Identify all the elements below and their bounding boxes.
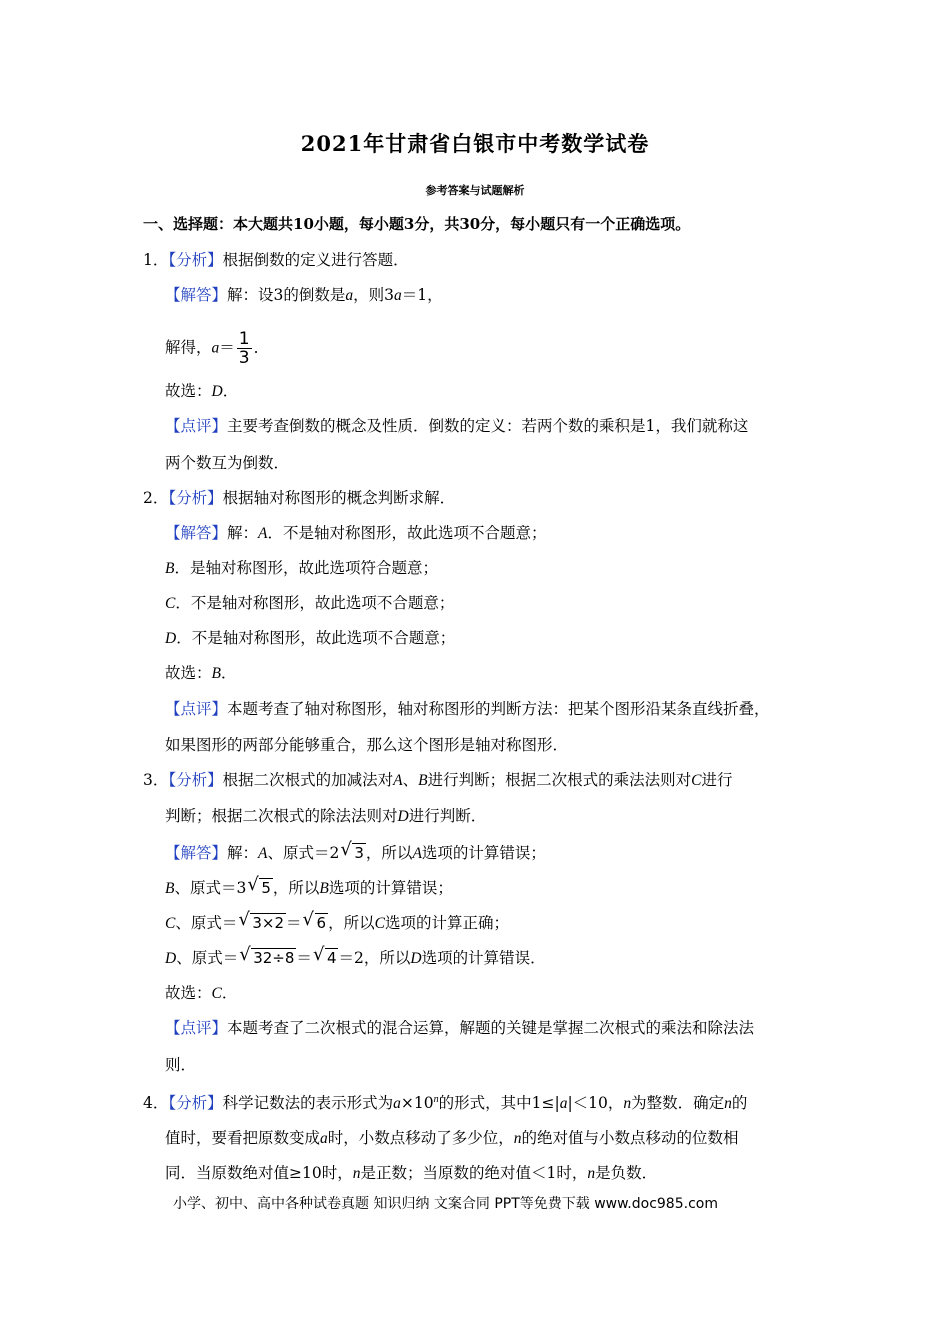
q1-choose-text: 故选： — [165, 382, 212, 400]
q3-answer-d-line — [165, 944, 546, 969]
q2-choose-var: B — [211, 665, 221, 682]
sqrt-arg: 4 — [326, 949, 337, 967]
q1-answer-text: 解：设3的倒数是 — [227, 286, 346, 304]
q3-b-expr: 、原式＝3 — [174, 879, 247, 897]
q4-times-ten: ×10 — [400, 1094, 434, 1113]
q2-var-a: A — [258, 525, 268, 542]
q3-c-text-b: ，所以 — [328, 914, 375, 932]
q3-c-eq: ＝ — [286, 914, 302, 932]
q4-exponent-n: n — [433, 1094, 439, 1105]
q4-var-n3: n — [513, 1130, 522, 1147]
q3-choose-text: 故选： — [165, 984, 212, 1002]
q3-d-text-b: ＝2，所以 — [338, 949, 411, 967]
q2-choose-line — [165, 663, 237, 684]
sqrt-arg: 32÷8 — [253, 949, 295, 967]
q1-comment-tag: 【点评】 — [165, 417, 228, 435]
q1-solve-end: ． — [253, 338, 270, 357]
q4-text-2b: 时，小数点移动了多少位， — [327, 1129, 514, 1147]
q1-analysis-tag: 【分析】 — [168, 251, 223, 269]
q3-var-b2: B — [319, 880, 329, 897]
q1-var: a — [345, 287, 354, 304]
q2-comment-tag: 【点评】 — [165, 700, 228, 718]
q4-text-e: 为整数．确定 — [631, 1094, 725, 1113]
q3-answer-text: 解： — [227, 844, 259, 862]
q1-choose-end: ． — [222, 382, 239, 400]
q2-choose-end: ． — [220, 664, 237, 682]
q3-comment-line — [165, 1018, 754, 1038]
q1-var2: a — [394, 287, 402, 304]
q3-a-text-c: ，所以 — [365, 844, 413, 862]
sqrt-arg: 6 — [316, 914, 327, 932]
q3-analysis-text-2b: 进行判断． — [408, 807, 487, 825]
q3-d-expr: 、原式＝ — [176, 949, 239, 967]
q3-var-d: D — [165, 950, 177, 967]
q1-solve-line — [165, 330, 269, 367]
q4-var-n5: n — [587, 1165, 596, 1182]
q3-comment-text: 本题考查了二次根式的混合运算，解题的关键是掌握二次根式的乘法和除法法 — [227, 1019, 755, 1037]
q3-d-eq: ＝ — [296, 949, 312, 967]
sqrt-6: √ 6 — [302, 909, 327, 932]
q3-comment-tag: 【点评】 — [165, 1019, 228, 1037]
q1-solve-eq: ＝ — [219, 338, 235, 357]
q1-fraction — [237, 330, 252, 367]
q2-answer-line — [165, 523, 547, 544]
q2-var-d: D — [165, 630, 177, 647]
q3-an-var-d: D — [397, 808, 409, 825]
q4-var-n: n — [623, 1095, 632, 1113]
sqrt-32div8: √ 32÷8 — [239, 944, 295, 967]
q3-var-c: C — [165, 915, 176, 932]
sqrt-4: √ 4 — [312, 944, 337, 967]
q2-comment-text-2: 如果图形的两部分能够重合，那么这个图形是轴对称图形． — [165, 736, 569, 754]
q4-analysis-tag: 【分析】 — [168, 1094, 223, 1113]
q2-comment-text: 本题考查了轴对称图形，轴对称图形的判断方法：把某个图形沿某条直线折叠， — [227, 700, 770, 718]
q2-option-c-line — [165, 593, 454, 614]
q4-text-c: 的形式，其中1≤| — [438, 1094, 560, 1113]
q3-b-text-b: ，所以 — [272, 879, 320, 897]
q2-answer-tag: 【解答】 — [165, 524, 228, 542]
sqrt-arg: 3×2 — [252, 914, 285, 932]
sqrt-3x2: √ 3×2 — [238, 909, 285, 932]
q2-comment-line — [165, 699, 770, 719]
q1-analysis-line — [143, 250, 409, 270]
q3-analysis-text-c: 进行判断；根据二次根式的乘法法则对 — [427, 771, 692, 789]
sqrt-3: √ 3 — [340, 839, 364, 862]
q3-var-c2: C — [374, 915, 385, 932]
q2-option-b-line — [165, 558, 438, 579]
q3-an-var-b: B — [418, 772, 428, 789]
q4-text-f: 的 — [731, 1094, 748, 1113]
sqrt-5: √ 5 — [247, 874, 271, 897]
q3-c-expr: 、原式＝ — [175, 914, 238, 932]
q3-an-var-a: A — [393, 772, 403, 789]
q2-answer-text: 解： — [227, 524, 259, 542]
q3-var-a: A — [258, 845, 268, 862]
q4-var-a2: a — [559, 1095, 568, 1113]
q3-choose-line — [165, 983, 237, 1004]
q4-var-a3: a — [320, 1130, 328, 1147]
fraction-numerator: 1 — [238, 329, 250, 349]
document-title: 2021年甘肃省白银市中考数学试卷 — [300, 131, 650, 156]
q4-text: 科学记数法的表示形式为 — [222, 1094, 394, 1113]
q2-analysis-text: 根据轴对称图形的概念判断求解． — [222, 489, 456, 507]
q4-text-2c: 的绝对值与小数点移动的位数相 — [521, 1129, 739, 1147]
q1-answer-text-b: ，则3 — [353, 286, 395, 304]
q3-answer-a-line — [165, 839, 546, 864]
q3-var-a2: A — [412, 845, 422, 862]
q2-analysis-line — [143, 488, 455, 508]
q1-comment-line — [165, 416, 748, 436]
q2-choose-text: 故选： — [165, 664, 212, 682]
q1-comment-text-2: 两个数互为倒数． — [165, 454, 290, 472]
q3-analysis-tag: 【分析】 — [168, 771, 223, 789]
q1-solve-text: 解得， — [165, 338, 212, 357]
q1-answer-text-c: ＝1， — [401, 286, 443, 304]
q2-option-d-line — [165, 628, 455, 649]
footer-watermark-text: 小学、初中、高中各种试卷真题 知识归纳 文案合同 PPT等免费下载 www.doc985.com — [173, 1196, 718, 1212]
q4-var-n2: n — [724, 1095, 732, 1113]
q3-analysis-line-2 — [165, 806, 486, 827]
q3-analysis-line — [143, 770, 732, 791]
q2-number: 2． — [143, 489, 169, 507]
q3-number: 3． — [143, 771, 169, 789]
q4-text-3b: 是正数；当原数的绝对值＜1时， — [360, 1164, 588, 1182]
q2-analysis-tag: 【分析】 — [168, 489, 223, 507]
q1-answer-line — [165, 285, 443, 306]
q1-number: 1． — [143, 251, 169, 269]
q4-analysis-line-3 — [165, 1163, 657, 1184]
q3-choose-var: C — [211, 985, 222, 1002]
q2-answer-text-b: ．不是轴对称图形，故此选项不合题意； — [267, 524, 547, 542]
q3-a-text-d: 选项的计算错误； — [421, 844, 546, 862]
q3-answer-tag: 【解答】 — [165, 844, 228, 862]
q3-comment-text-2: 则． — [165, 1056, 197, 1074]
sqrt-arg: 3 — [354, 844, 364, 862]
q3-b-text-c: 选项的计算错误； — [328, 879, 453, 897]
sqrt-arg: 5 — [261, 879, 271, 897]
q2-option-b-text: ．是轴对称图形，故此选项符合题意； — [174, 559, 438, 577]
q4-text-3: 同．当原数绝对值≥10时， — [165, 1164, 353, 1182]
q4-text-d: |＜10， — [567, 1094, 624, 1113]
q3-c-text-c: 选项的计算正确； — [384, 914, 509, 932]
q1-answer-tag: 【解答】 — [165, 286, 228, 304]
q1-choose-line — [165, 381, 238, 402]
q4-number: 4． — [143, 1094, 169, 1113]
q3-analysis-sep: 、 — [402, 771, 419, 789]
q1-solve-var: a — [211, 339, 220, 357]
q2-comment-line-2 — [165, 735, 568, 755]
q3-analysis-text-2: 判断；根据二次根式的除法法则对 — [165, 807, 398, 825]
q4-analysis-line — [143, 1090, 747, 1114]
q3-a-expr: 、原式＝2 — [267, 844, 340, 862]
q4-text-3c: 是负数． — [595, 1164, 658, 1182]
q3-analysis-text: 根据二次根式的加减法对 — [222, 771, 394, 789]
q2-option-c-text: ．不是轴对称图形，故此选项不合题意； — [175, 594, 455, 612]
q1-comment-text: 主要考查倒数的概念及性质．倒数的定义：若两个数的乘积是1，我们就称这 — [227, 417, 749, 435]
q2-var-c: C — [165, 595, 176, 612]
q2-option-d-text: ．不是轴对称图形，故此选项不合题意； — [176, 629, 456, 647]
document-subtitle: 参考答案与试题解析 — [425, 184, 525, 197]
q3-comment-line-2 — [165, 1055, 196, 1075]
q1-comment-line-2 — [165, 453, 289, 473]
q3-choose-end: ． — [221, 984, 238, 1002]
q1-choose-var: D — [211, 383, 223, 400]
q1-analysis-text: 根据倒数的定义进行答题． — [222, 251, 409, 269]
q3-answer-b-line — [165, 874, 453, 899]
q3-an-var-c: C — [691, 772, 702, 789]
q3-var-b: B — [165, 880, 175, 897]
q4-var-n4: n — [352, 1165, 361, 1182]
q4-analysis-line-2 — [165, 1128, 739, 1149]
q3-var-d2: D — [410, 950, 422, 967]
q4-var-a: a — [393, 1095, 401, 1113]
q2-var-b: B — [165, 560, 175, 577]
q3-d-text-c: 选项的计算错误． — [421, 949, 546, 967]
section-heading: 一、选择题：本大题共10小题，每小题3分，共30分，每小题只有一个正确选项。 — [143, 215, 691, 233]
q3-analysis-text-d: 进行 — [701, 771, 733, 789]
q4-text-2: 值时，要看把原数变成 — [165, 1129, 321, 1147]
q3-answer-c-line — [165, 909, 509, 934]
fraction-denominator: 3 — [238, 348, 250, 368]
